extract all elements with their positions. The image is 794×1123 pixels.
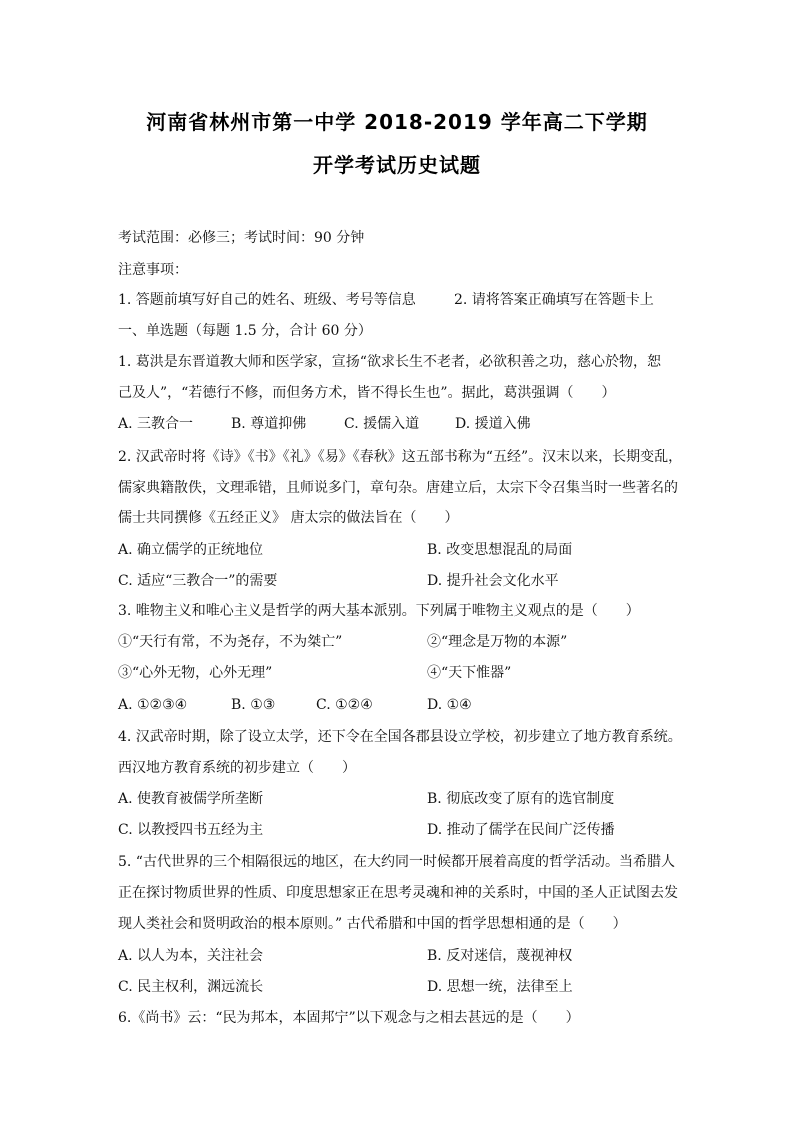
question-2-line-1: 2. 汉武帝时将《诗》《书》《礼》《易》《春秋》这五部书称为“五经”。汉末以来，长期变乱，	[118, 449, 683, 465]
page-subtitle: 开学考试历史试题	[313, 153, 481, 177]
question-1-option-d: D. 援道入佛	[455, 416, 531, 432]
question-2-option-a: A. 确立儒学的正统地位	[118, 542, 264, 558]
question-1-option-b: B. 尊道抑佛	[231, 416, 307, 432]
question-5-line-2: 正在探讨物质世界的性质、印度思想家正在思考灵魂和神的关系时，中国的圣人正试图去发	[118, 885, 678, 901]
question-5-option-b: B. 反对迷信，蔑视神权	[427, 948, 573, 964]
notice-item-1: 1. 答题前填写好自己的姓名、班级、考号等信息	[118, 292, 416, 308]
question-2-line-3: 儒士共同撰修《五经正义》 唐太宗的做法旨在（ ）	[118, 510, 459, 526]
question-4-option-a: A. 使教育被儒学所垄断	[118, 791, 264, 807]
question-3-option-a: A. ①②③④	[118, 697, 188, 713]
notice-heading: 注意事项：	[118, 262, 188, 278]
question-4-option-b: B. 彻底改变了原有的选官制度	[427, 791, 615, 807]
question-4-option-d: D. 推动了儒学在民间广泛传播	[427, 822, 615, 838]
question-5-line-3: 现人类社会和贤明政治的根本原则。” 古代希腊和中国的哲学思想相通的是（ ）	[118, 916, 627, 932]
question-3-statement-1: ①“天行有常，不为尧存，不为桀亡”	[118, 634, 343, 650]
question-2-line-2: 儒家典籍散佚，文理乖错，且师说多门，章句杂。唐建立后，太宗下令召集当时一些著名的	[118, 480, 678, 496]
question-1-option-a: A. 三教合一	[118, 416, 194, 432]
question-1-line-1: 1. 葛洪是东晋道教大师和医学家，宣扬“欲求长生不老者，必欲积善之功，慈心於物，恕	[118, 354, 661, 370]
question-2-option-c: C. 适应“三教合一”的需要	[118, 573, 278, 589]
question-3-statement-2: ②“理念是万物的本源”	[427, 634, 568, 650]
question-3-statement-3: ③“心外无物，心外无理”	[118, 665, 273, 681]
question-4-line-1: 4. 汉武帝时期，除了设立太学，还下令在全国各郡县设立学校，初步建立了地方教育系统。	[118, 729, 682, 745]
question-5-line-1: 5. “古代世界的三个相隔很远的地区，在大约同一时候都开展着高度的哲学活动。当希腊人	[118, 854, 675, 870]
question-3-option-c: C. ①②④	[316, 697, 373, 713]
question-1-line-2: 己及人”，“若德行不修，而但务方术，皆不得长生也”。据此，葛洪强调（ ）	[118, 385, 616, 401]
question-4-option-c: C. 以教授四书五经为主	[118, 822, 264, 838]
question-5-option-a: A. 以人为本，关注社会	[118, 948, 264, 964]
exam-scope: 考试范围：必修三；考试时间：90 分钟	[118, 230, 365, 246]
page-title: 河南省林州市第一中学 2018-2019 学年高二下学期	[146, 110, 648, 134]
question-4-line-2: 西汉地方教育系统的初步建立（ ）	[118, 760, 356, 776]
section-heading: 一、单选题（每题 1.5 分，合计 60 分）	[118, 323, 372, 339]
question-3-line-1: 3. 唯物主义和唯心主义是哲学的两大基本派别。下列属于唯物主义观点的是（ ）	[118, 603, 640, 619]
question-2-option-d: D. 提升社会文化水平	[427, 573, 559, 589]
question-2-option-b: B. 改变思想混乱的局面	[427, 542, 573, 558]
question-3-option-d: D. ①④	[427, 697, 472, 713]
question-3-statement-4: ④“天下惟器”	[427, 665, 512, 681]
question-3-option-b: B. ①③	[231, 697, 276, 713]
question-5-option-d: D. 思想一统，法律至上	[427, 979, 573, 995]
question-5-option-c: C. 民主权利，渊远流长	[118, 979, 264, 995]
notice-item-2: 2. 请将答案正确填写在答题卡上	[454, 292, 654, 308]
question-6-line-1: 6.《尚书》云：“民为邦本，本固邦宁”以下观念与之相去甚远的是（ ）	[118, 1010, 580, 1026]
question-1-option-c: C. 援儒入道	[344, 416, 420, 432]
